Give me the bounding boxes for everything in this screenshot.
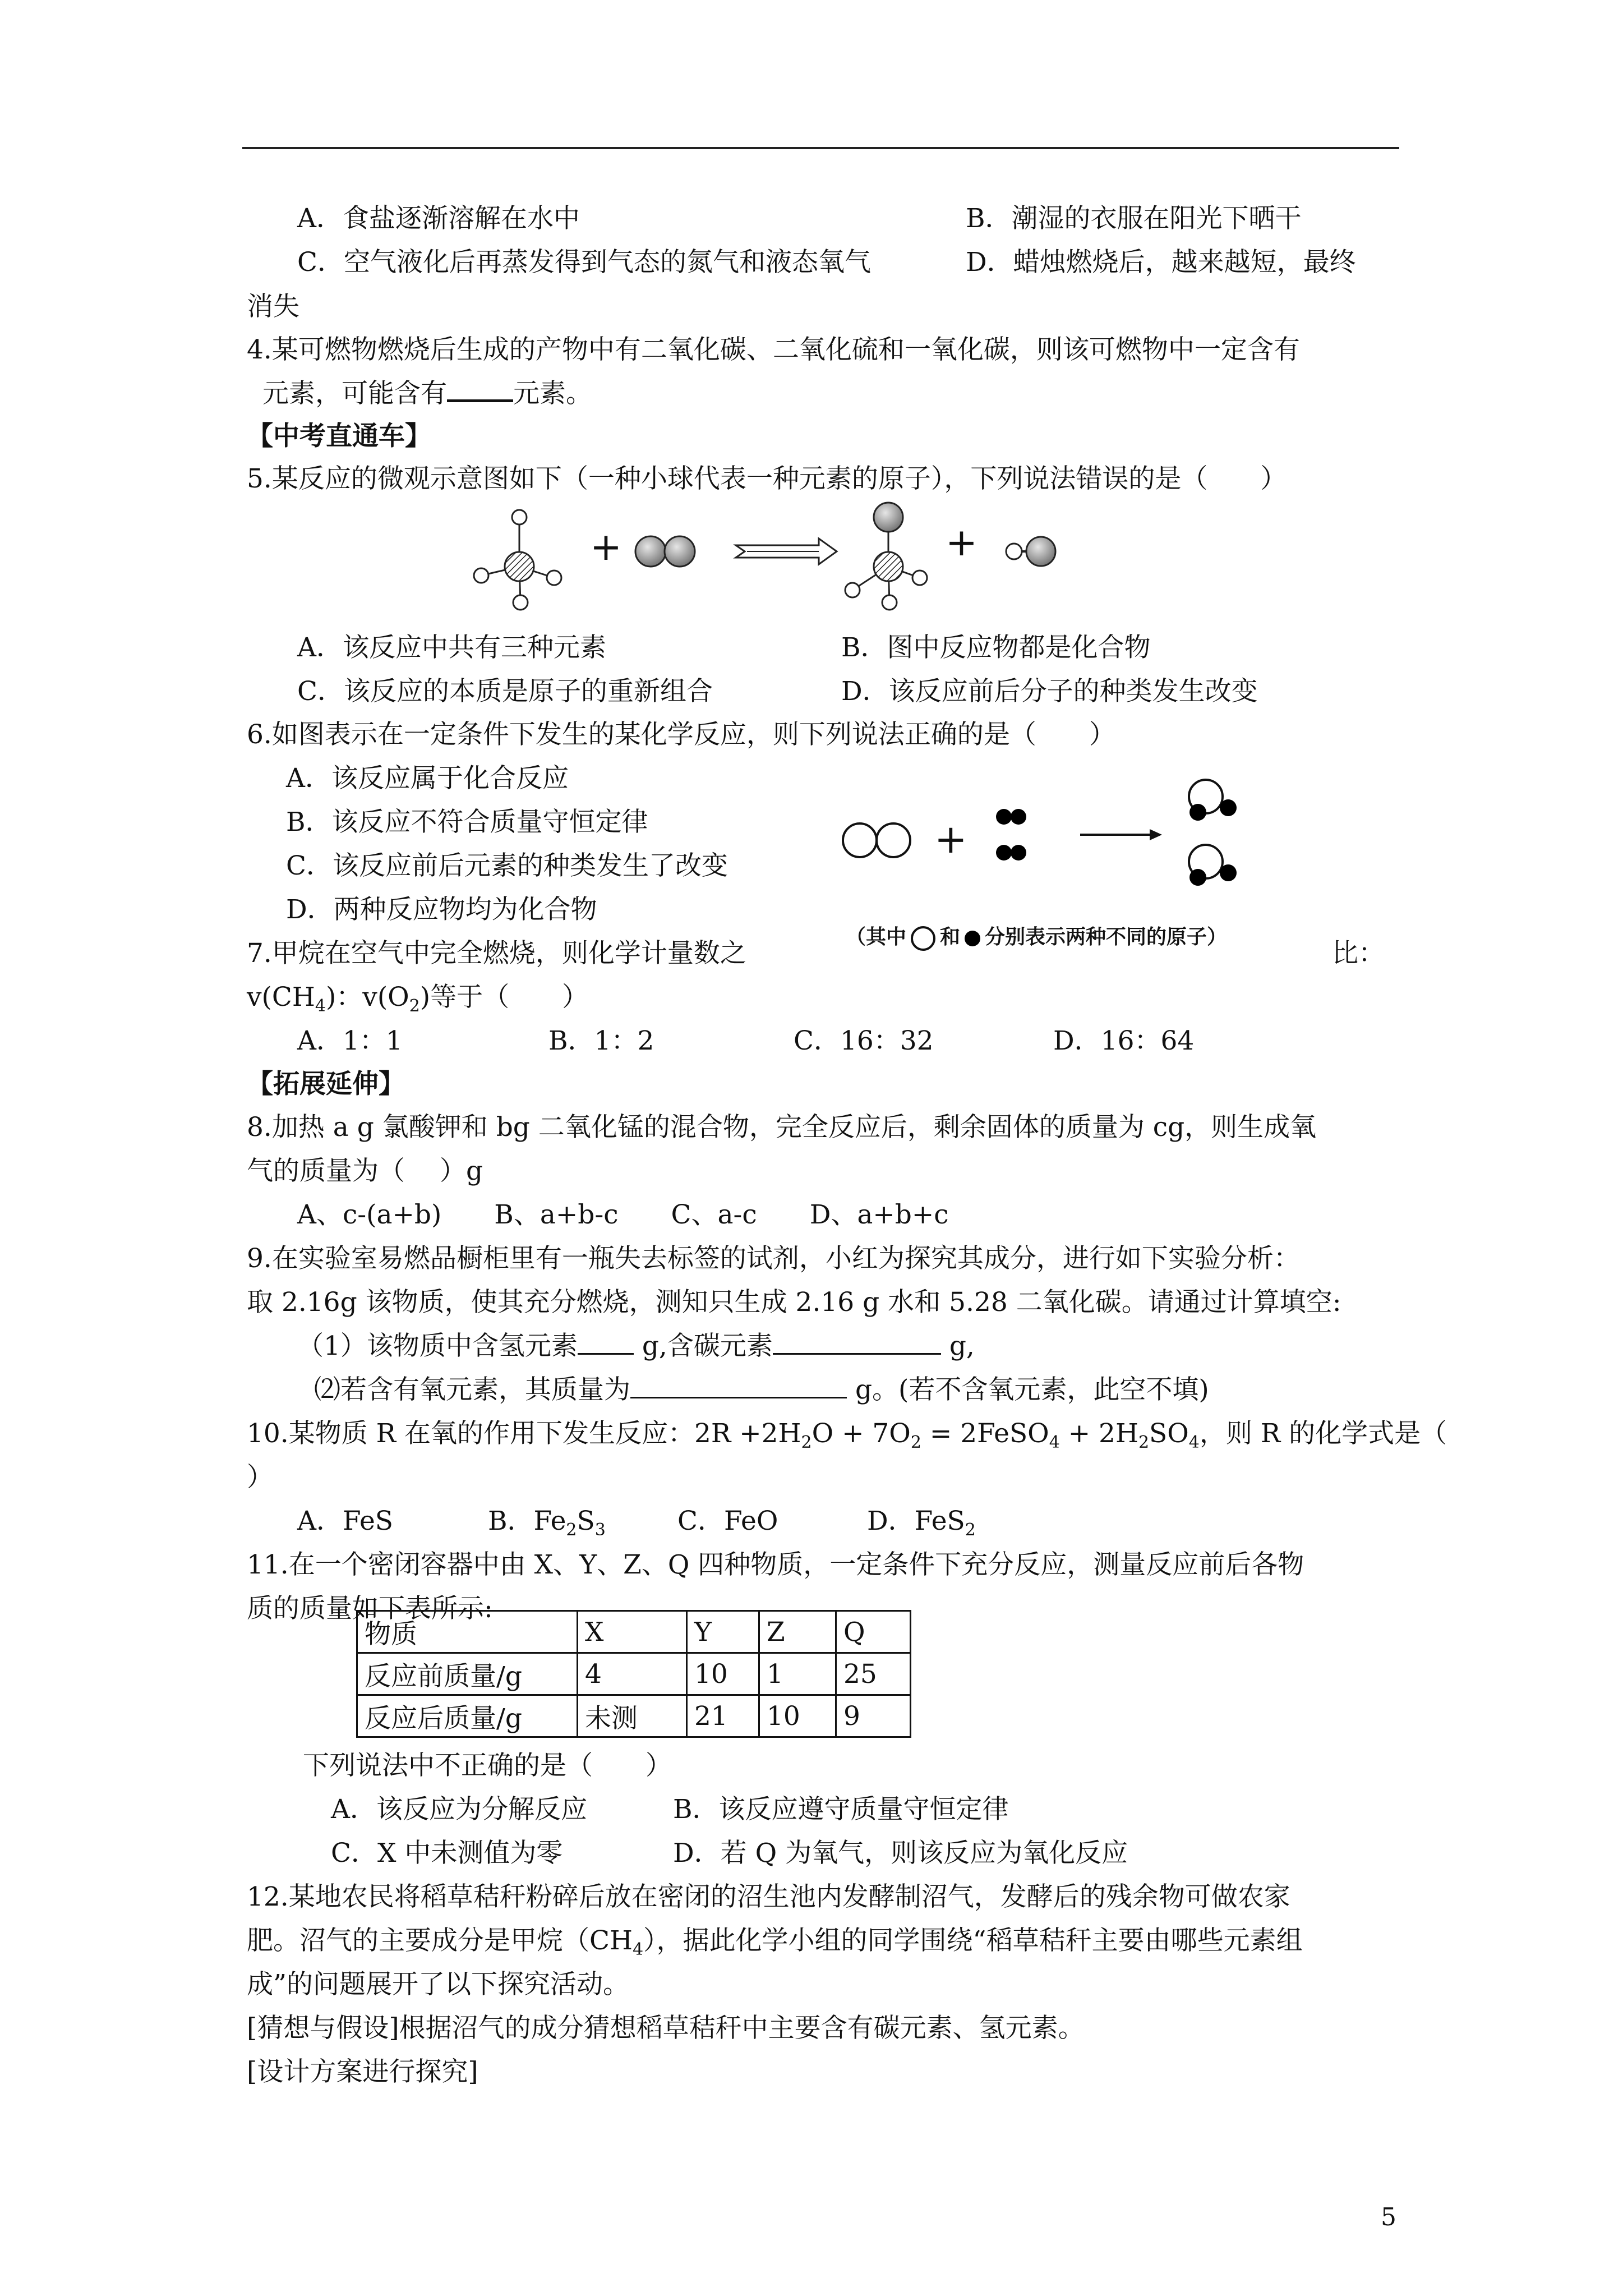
black-atom-icon — [965, 931, 980, 946]
plus-sign-2: + — [946, 521, 978, 565]
q6-plus-sign: + — [934, 816, 967, 862]
table-cell: Q — [836, 1611, 911, 1653]
q10-option-b: B．$Fe_2S_3$ — [488, 1506, 606, 1540]
reactant-molecule-1 — [474, 510, 561, 610]
q6-reactant-black-pairs — [996, 809, 1026, 861]
table-cell: 9 — [836, 1695, 911, 1737]
table-cell: 反应后质量/g — [357, 1695, 578, 1737]
q10-option-c: C．FeO — [677, 1506, 778, 1536]
table-cell: 21 — [687, 1695, 759, 1737]
q7-stem-b: 比： — [1332, 938, 1385, 969]
q5-option-b: B．图中反应物都是化合物 — [841, 632, 1151, 663]
q5-stem: 5.某反应的微观示意图如下（一种小球代表一种元素的原子），下列说法错误的是（ ） — [247, 463, 1287, 494]
table-cell: 物质 — [357, 1611, 578, 1653]
q12-line2: 肥。沼气的主要成分是甲烷$(CH_4)$，据此化学小组的同学围绕“稻草秸秆主要由哪些元素组 — [247, 1925, 1303, 1959]
table-row — [357, 1611, 911, 1653]
table-cell: 10 — [759, 1695, 836, 1737]
q4-line1: 4.某可燃物燃烧后生成的产物中有二氧化碳、二氧化硫和一氧化碳，则该可燃物中一定含有 — [247, 334, 1300, 365]
table-cell: 反应前质量/g — [357, 1653, 578, 1695]
q10-line2: ） — [247, 1462, 273, 1493]
q11-stem: 下列说法中不正确的是（ ） — [303, 1750, 672, 1781]
product-molecule-1 — [845, 503, 927, 610]
q8-options: A、c-(a+b) B、a+b-c C、a-c D、a+b+c — [297, 1199, 949, 1230]
q9-blank-hydrogen — [578, 1353, 634, 1355]
q9-line3: （1）该物质中含氢元素 g,含碳元素 g, — [297, 1331, 975, 1361]
q7-option-a: A．1：1 — [297, 1025, 403, 1056]
q6-arrow — [1080, 829, 1162, 840]
q3-option-a: A．食盐逐渐溶解在水中 — [297, 203, 580, 234]
q5-option-a: A．该反应中共有三种元素 — [297, 632, 606, 663]
q11-option-c: C．X 中未测值为零 — [331, 1838, 563, 1869]
product-molecule-2 — [1006, 537, 1055, 566]
table-cell: 未测 — [578, 1695, 687, 1737]
table-cell: Y — [687, 1611, 759, 1653]
q9-line2: 取 2.16g 该物质，使其充分燃烧，测知只生成 2.16 g 水和 5.28 二氧化碳。请通过计算填空: — [247, 1287, 1341, 1318]
q7-stem-a: 7.甲烷在空气中完全燃烧，则化学计量数之 — [247, 938, 746, 969]
q3-option-b: B．潮湿的衣服在阳光下晒干 — [966, 203, 1302, 234]
q3-option-d-cont: 消失 — [247, 291, 299, 322]
q9-blank-oxygen — [630, 1397, 847, 1398]
q7-option-b: B．1：2 — [548, 1025, 654, 1056]
q6-caption: （其中 和 分别表示两种不同的原子） — [846, 920, 1227, 954]
q8-line2: 气的质量为（ ）g — [247, 1156, 483, 1186]
table-cell: X — [578, 1611, 687, 1653]
q11-line2: 质的质量如下表所示: — [247, 1593, 493, 1624]
table-cell: 25 — [836, 1653, 911, 1695]
q12-line4: [猜想与假设]根据沼气的成分猜想稻草秸秆中主要含有碳元素、氢元素。 — [247, 2013, 1085, 2044]
white-atom-icon — [911, 926, 935, 951]
table-cell: 1 — [759, 1653, 836, 1695]
q6-option-b: B．该反应不符合质量守恒定律 — [286, 807, 648, 838]
q12-line5: [设计方案进行探究] — [247, 2056, 478, 2087]
q11-option-a: A．该反应为分解反应 — [331, 1794, 587, 1825]
q7-option-c: C．16：32 — [794, 1025, 934, 1056]
q5-option-d: D．该反应前后分子的种类发生改变 — [841, 676, 1258, 707]
q6-stem: 6.如图表示在一定条件下发生的某化学反应，则下列说法正确的是（ ） — [247, 719, 1115, 750]
q5-option-c: C．该反应的本质是原子的重新组合 — [297, 676, 713, 707]
table-cell: 4 — [578, 1653, 687, 1695]
q6-option-d: D．两种反应物均为化合物 — [286, 894, 597, 925]
q11-option-b: B．该反应遵守质量守恒定律 — [673, 1794, 1009, 1825]
q6-reaction-diagram — [836, 769, 1273, 937]
q10-option-d: D．FeS$_2$ — [867, 1506, 976, 1540]
q6-products — [1189, 780, 1237, 886]
q6-reactant-white-pair — [843, 823, 910, 857]
q7-line2: $v(CH_4)$：$v(O_2)$等于（ ） — [247, 982, 589, 1016]
table-cell: Z — [759, 1611, 836, 1653]
q6-option-c: C．该反应前后元素的种类发生了改变 — [286, 850, 728, 881]
q8-line1: 8.加热 a g 氯酸钾和 bg 二氧化锰的混合物，完全反应后，剩余固体的质量为 cg，则生成氧 — [247, 1112, 1317, 1143]
q4-line2: 元素，可能含有 元素。 — [262, 378, 592, 409]
plus-sign: + — [590, 525, 622, 569]
q7-option-d: D．16：64 — [1053, 1025, 1195, 1056]
q10-option-a: A．FeS — [297, 1506, 393, 1536]
table-row — [357, 1695, 911, 1737]
q12-line1: 12.某地农民将稻草秸秆粉碎后放在密闭的沼生池内发酵制沼气，发酵后的残余物可做农家 — [247, 1881, 1290, 1912]
q12-line3: 成”的问题展开了以下探究活动。 — [247, 1969, 630, 2000]
table-row — [357, 1653, 911, 1695]
section-heading-2: 【拓展延伸】 — [247, 1069, 405, 1099]
q3-option-d: D．蜡烛燃烧后，越来越短，最终 — [966, 247, 1356, 278]
page-number: 5 — [1381, 2203, 1396, 2231]
table-cell: 10 — [687, 1653, 759, 1695]
header-rule — [242, 147, 1399, 149]
section-heading-1: 【中考直通车】 — [247, 421, 431, 452]
q10-line1: 10.某物质 R 在氧的作用下发生反应：$2R +2H_2O + 7O_2$ = 2FeSO$_4$ + $2H_2SO_4$，则 R 的化学式是（ — [247, 1418, 1447, 1452]
q4-blank — [447, 399, 513, 402]
q9-line4: ⑵若含有氧元素，其质量为 g。(若不含氧元素，此空不填) — [314, 1374, 1209, 1405]
reactant-molecule-2 — [635, 536, 695, 567]
reaction-arrow — [736, 539, 837, 564]
q9-blank-carbon — [773, 1353, 941, 1355]
q11-option-d: D．若 Q 为氧气，则该反应为氧化反应 — [673, 1838, 1128, 1869]
q3-option-c: C．空气液化后再蒸发得到气态的氮气和液态氧气 — [297, 247, 871, 278]
q11-line1: 11.在一个密闭容器中由 X、Y、Z、Q 四种物质，一定条件下充分反应，测量反应前后各物 — [247, 1549, 1304, 1580]
q5-reaction-diagram — [460, 494, 1105, 617]
q6-option-a: A．该反应属于化合反应 — [286, 763, 569, 794]
q11-mass-table — [356, 1610, 911, 1738]
q9-line1: 9.在实验室易燃品橱柜里有一瓶失去标签的试剂，小红为探究其成分，进行如下实验分析： — [247, 1243, 1300, 1274]
